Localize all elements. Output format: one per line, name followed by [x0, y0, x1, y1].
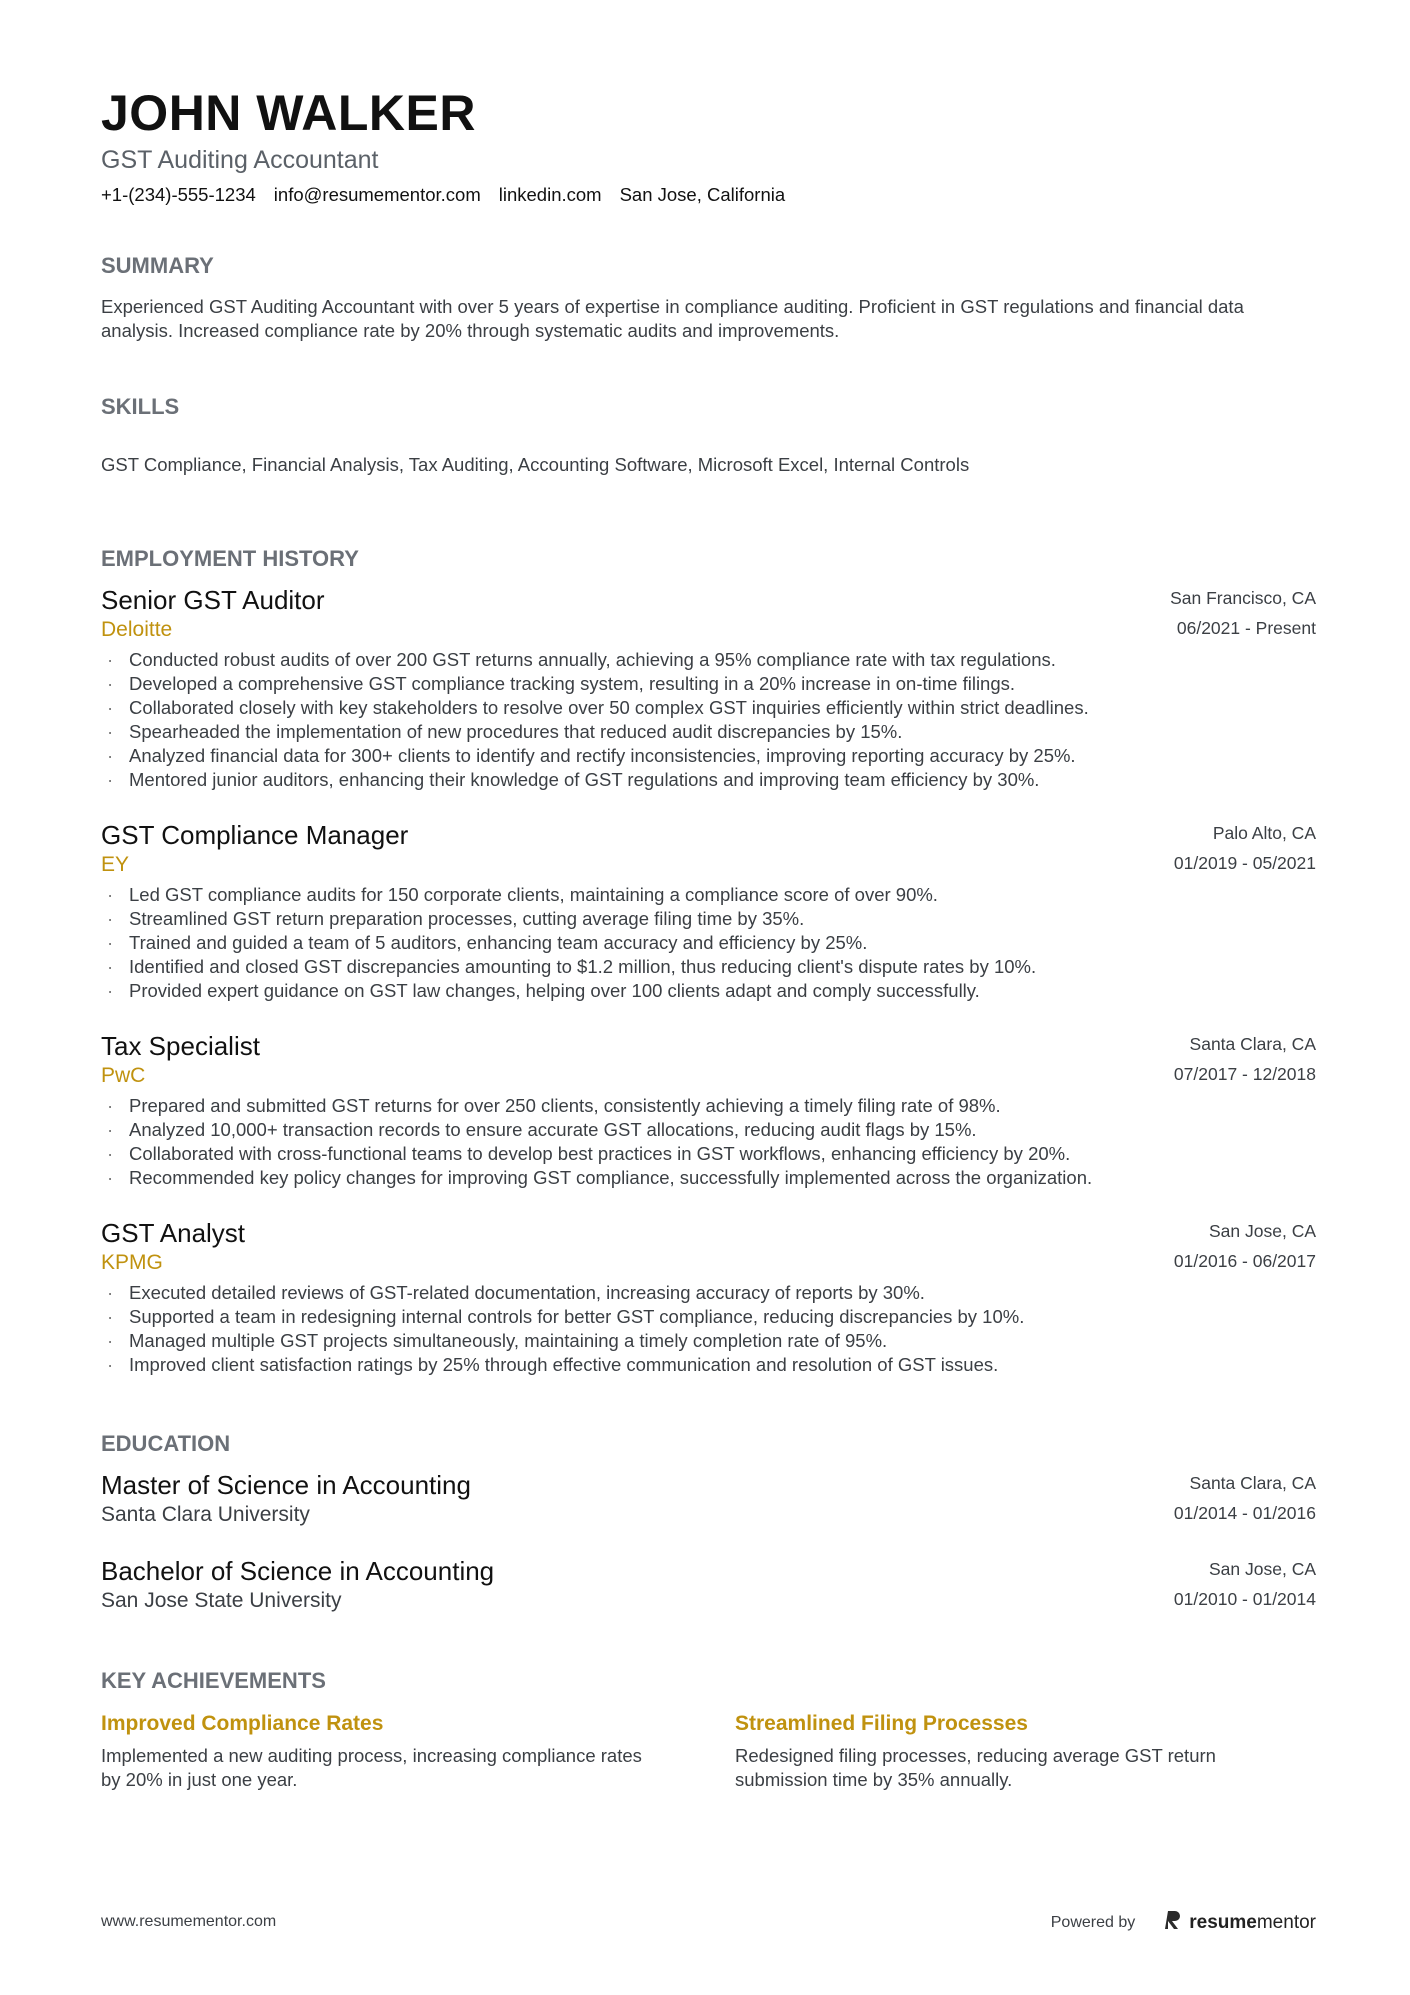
employment-heading: EMPLOYMENT HISTORY	[101, 546, 359, 571]
job-bullet: · Improved client satisfaction ratings by 25% through effective communication and resolution of GST issues.	[101, 1353, 1316, 1377]
edu-dates: 01/2010 - 01/2014	[1173, 1589, 1316, 1609]
job-entry-kpmg	[101, 1217, 1316, 1377]
footer-branding	[1051, 1909, 1316, 1937]
job-company: EY	[101, 853, 130, 876]
powered-by-label: Powered by	[1050, 1914, 1136, 1931]
job-location: San Jose, CA	[1209, 1221, 1316, 1241]
job-bullet: · Provided expert guidance on GST law changes, helping over 100 clients adapt and comply successfully.	[101, 979, 1316, 1003]
job-bullet: · Led GST compliance audits for 150 corporate clients, maintaining a compliance score of over 90%.	[101, 883, 1316, 907]
achievement-title: Streamlined Filing Processes	[735, 1712, 1028, 1735]
achievement-text: Implemented a new auditing process, increasing compliance rates by 20% in just one year.	[101, 1745, 642, 1790]
job-location: San Francisco, CA	[1170, 588, 1316, 608]
skills-text: GST Compliance, Financial Analysis, Tax Auditing, Accounting Software, Microsoft Excel, Internal Controls	[101, 454, 970, 475]
job-company: KPMG	[101, 1251, 163, 1274]
job-bullets	[101, 1094, 1316, 1190]
job-title: Tax Specialist	[101, 1031, 260, 1061]
brand-text-bold: resume	[1189, 1912, 1257, 1933]
education-heading: EDUCATION	[101, 1431, 231, 1456]
edu-location: Santa Clara, CA	[1189, 1473, 1316, 1493]
job-title: GST Analyst	[101, 1218, 246, 1248]
education-entry	[101, 1555, 1316, 1615]
job-entry-pwc	[101, 1030, 1316, 1190]
edu-school: Santa Clara University	[101, 1503, 310, 1526]
footer-url[interactable]: www.resumementor.com	[101, 1913, 277, 1930]
job-bullet: · Analyzed 10,000+ transaction records to ensure accurate GST allocations, reducing audit flags by 15%.	[101, 1118, 1316, 1142]
job-bullet: · Managed multiple GST projects simultaneously, maintaining a timely completion rate of 95%.	[101, 1329, 1316, 1353]
job-title: Senior GST Auditor	[101, 585, 325, 615]
job-bullet: · Collaborated with cross-functional teams to develop best practices in GST workflows, enhancing efficiency by 20%.	[101, 1142, 1316, 1166]
achievement-card	[101, 1710, 661, 1792]
contact-location: San Jose, California	[619, 184, 786, 205]
job-dates: 07/2017 - 12/2018	[1173, 1064, 1316, 1084]
job-bullet: · Conducted robust audits of over 200 GST returns annually, achieving a 95% compliance rate with tax regulations.	[101, 648, 1316, 672]
brand-logo[interactable]	[1165, 1909, 1316, 1937]
job-bullet: · Prepared and submitted GST returns for over 250 clients, consistently achieving a timely filing rate of 98%.	[101, 1094, 1316, 1118]
summary-text: Experienced GST Auditing Accountant with over 5 years of expertise in compliance auditing. Proficient in GST regulations and financial data analysis. Increased compliance rate by 20% through systematic audits and improvements.	[101, 296, 1244, 341]
candidate-role: GST Auditing Accountant	[101, 146, 379, 174]
job-bullet: · Executed detailed reviews of GST-related documentation, increasing accuracy of reports by 30%.	[101, 1281, 1316, 1305]
edu-school: San Jose State University	[101, 1589, 342, 1612]
achievement-text: Redesigned filing processes, reducing average GST return submission time by 35% annually.	[735, 1745, 1216, 1790]
job-entry-deloitte	[101, 584, 1316, 792]
job-location: Santa Clara, CA	[1189, 1034, 1316, 1054]
edu-location: San Jose, CA	[1209, 1559, 1316, 1579]
job-bullets	[101, 883, 1316, 1003]
edu-degree: Master of Science in Accounting	[101, 1470, 471, 1500]
resumementor-logo-icon	[1165, 1909, 1183, 1937]
job-dates: 01/2019 - 05/2021	[1173, 853, 1316, 873]
job-company: PwC	[101, 1064, 146, 1087]
job-bullet: · Supported a team in redesigning internal controls for better GST compliance, reducing discrepancies by 10%.	[101, 1305, 1316, 1329]
job-bullet: · Developed a comprehensive GST compliance tracking system, resulting in a 20% increase in on-time filings.	[101, 672, 1316, 696]
contact-phone: +1-(234)-555-1234	[101, 184, 256, 205]
job-bullet: · Streamlined GST return preparation processes, cutting average filing time by 35%.	[101, 907, 1316, 931]
job-bullet: · Identified and closed GST discrepancies amounting to $1.2 million, thus reducing client's dispute rates by 10%.	[101, 955, 1316, 979]
job-bullet: · Analyzed financial data for 300+ clients to identify and rectify inconsistencies, improving reporting accuracy by 25%.	[101, 744, 1316, 768]
job-title: GST Compliance Manager	[101, 820, 409, 850]
job-bullet: · Recommended key policy changes for improving GST compliance, successfully implemented across the organization.	[101, 1166, 1316, 1190]
job-company: Deloitte	[101, 618, 173, 641]
achievement-title: Improved Compliance Rates	[101, 1712, 384, 1735]
job-bullet: · Collaborated closely with key stakeholders to resolve over 50 complex GST inquiries efficiently within strict deadlines.	[101, 696, 1316, 720]
job-entry-ey	[101, 819, 1316, 1003]
achievements-heading: KEY ACHIEVEMENTS	[101, 1668, 326, 1693]
job-bullet: · Trained and guided a team of 5 auditors, enhancing team accuracy and efficiency by 25%.	[101, 931, 1316, 955]
brand-text-light: mentor	[1256, 1912, 1316, 1933]
edu-dates: 01/2014 - 01/2016	[1173, 1503, 1316, 1523]
contact-email[interactable]: info@resumementor.com	[273, 184, 481, 205]
job-bullet: · Spearheaded the implementation of new procedures that reduced audit discrepancies by 15%.	[101, 720, 1316, 744]
job-dates: 06/2021 - Present	[1176, 618, 1316, 638]
job-dates: 01/2016 - 06/2017	[1173, 1251, 1316, 1271]
achievement-card	[735, 1710, 1295, 1792]
job-bullet: · Mentored junior auditors, enhancing their knowledge of GST regulations and improving team efficiency by 30%.	[101, 768, 1316, 792]
job-location: Palo Alto, CA	[1212, 823, 1316, 843]
contact-line	[101, 184, 785, 206]
skills-heading: SKILLS	[101, 394, 180, 419]
job-bullets	[101, 1281, 1316, 1377]
education-entry	[101, 1469, 1316, 1529]
contact-linkedin[interactable]: linkedin.com	[498, 184, 602, 205]
summary-heading: SUMMARY	[101, 253, 214, 278]
edu-degree: Bachelor of Science in Accounting	[101, 1556, 495, 1586]
candidate-name: JOHN WALKER	[101, 85, 476, 141]
job-bullets	[101, 648, 1316, 792]
